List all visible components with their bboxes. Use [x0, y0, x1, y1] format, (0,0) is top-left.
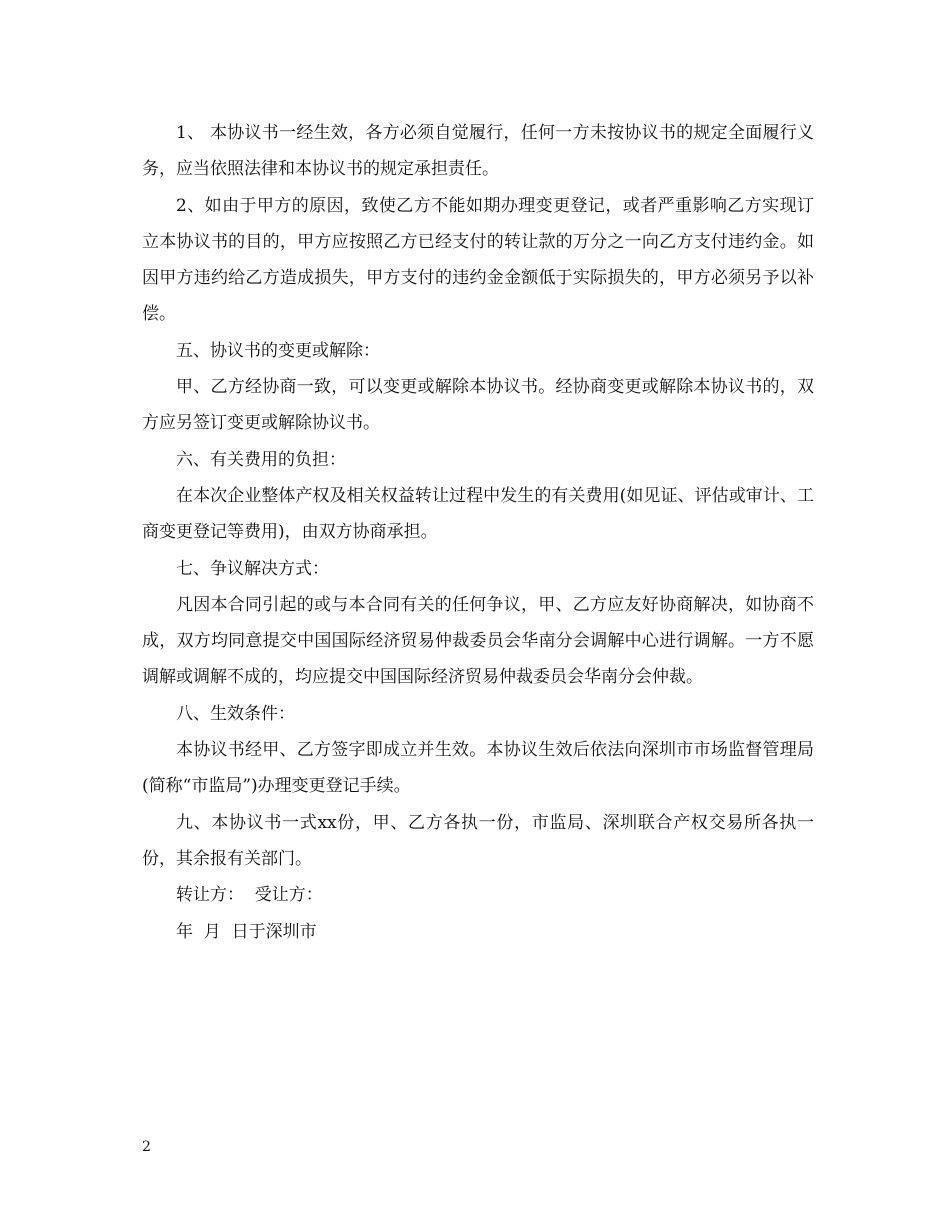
section-body-8: 本协议书经甲、乙方签字即成立并生效。本协议生效后依法向深圳市市场监督管理局(简称“市监局”)办理变更登记手续。: [142, 740, 814, 797]
section-heading-5: 五、协议书的变更或解除：: [176, 340, 380, 361]
section-body-5: 甲、乙方经协商一致，可以变更或解除本协议书。经协商变更或解除本协议书的，双方应另签订变更或解除协议书。: [142, 377, 814, 434]
section-9-text: 九、本协议书一式xx份，甲、乙方各执一份，市监局、深圳联合产权交易所各执一份，其余报有关部门。: [142, 812, 814, 869]
signature-line: 转让方： 受让方：: [176, 885, 323, 906]
clause-paragraph-1: 1、 本协议书一经生效，各方必须自觉履行，任何一方未按协议书的规定全面履行义务，应当依照法律和本协议书的规定承担责任。: [142, 123, 814, 180]
document-body: [142, 115, 814, 950]
clause-paragraph-2: 2、如由于甲方的原因，致使乙方不能如期办理变更登记，或者严重影响乙方实现订立本协议书的目的，甲方应按照乙方已经支付的转让款的万分之一向乙方支付违约金。如因甲方违约给乙方造成损失，甲方支付的违约金金额低于实际损失的，甲方必须另予以补偿。: [142, 195, 814, 325]
section-body-7: 凡因本合同引起的或与本合同有关的任何争议，甲、乙方应友好协商解决，如协商不成，双方均同意提交中国国际经济贸易仲裁委员会华南分会调解中心进行调解。一方不愿调解或调解不成的，均应提交中国国际经济贸易仲裁委员会华南分会仲裁。: [142, 594, 814, 688]
date-place-line: 年 月 日于深圳市: [176, 921, 317, 942]
section-heading-8: 八、生效条件：: [176, 703, 295, 724]
section-body-6: 在本次企业整体产权及相关权益转让过程中发生的有关费用(如见证、评估或审计、工商变更登记等费用)，由双方协商承担。: [142, 485, 814, 543]
section-heading-6: 六、有关费用的负担：: [176, 449, 346, 470]
section-heading-7: 七、争议解决方式：: [176, 558, 329, 579]
page-number: 2: [142, 1139, 151, 1155]
